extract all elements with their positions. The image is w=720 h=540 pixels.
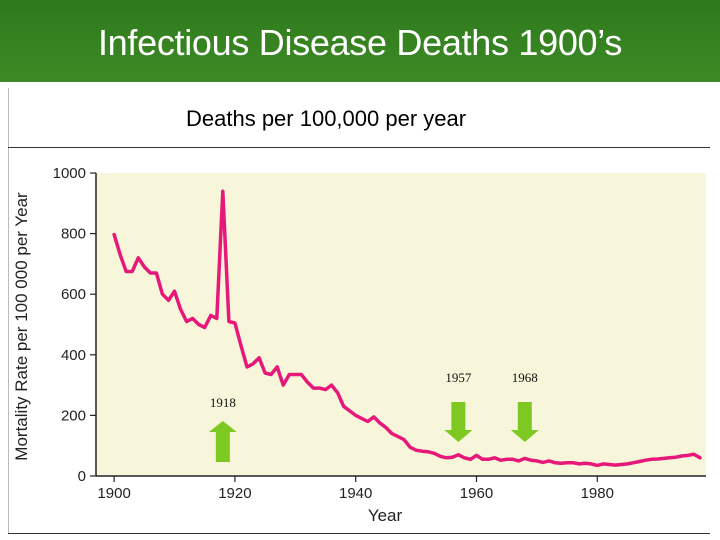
y-tick-label: 800 [60, 225, 86, 243]
x-axis-title: Year [367, 506, 403, 525]
annotation-label: 1968 [511, 370, 538, 385]
y-axis-title: Mortality Rate per 100 000 per Year [12, 192, 31, 461]
slide-subtitle: Deaths per 100,000 per year [186, 106, 467, 131]
y-tick-label: 400 [60, 346, 86, 364]
plot-area [96, 173, 706, 476]
x-tick-label: 1960 [459, 485, 494, 502]
y-tick-label: 200 [60, 407, 86, 425]
x-tick-label: 1900 [97, 485, 131, 502]
x-tick-label: 1940 [339, 485, 373, 502]
x-tick-label: 1920 [218, 485, 252, 502]
y-tick-label: 600 [60, 286, 86, 304]
x-tick-label: 1980 [580, 485, 614, 502]
slide-title: Infectious Disease Deaths 1900’s [97, 22, 623, 63]
annotation-label: 1918 [209, 395, 236, 410]
y-tick-label: 0 [77, 468, 86, 485]
annotation-label: 1957 [445, 370, 472, 385]
y-tick-label: 1000 [52, 165, 86, 182]
